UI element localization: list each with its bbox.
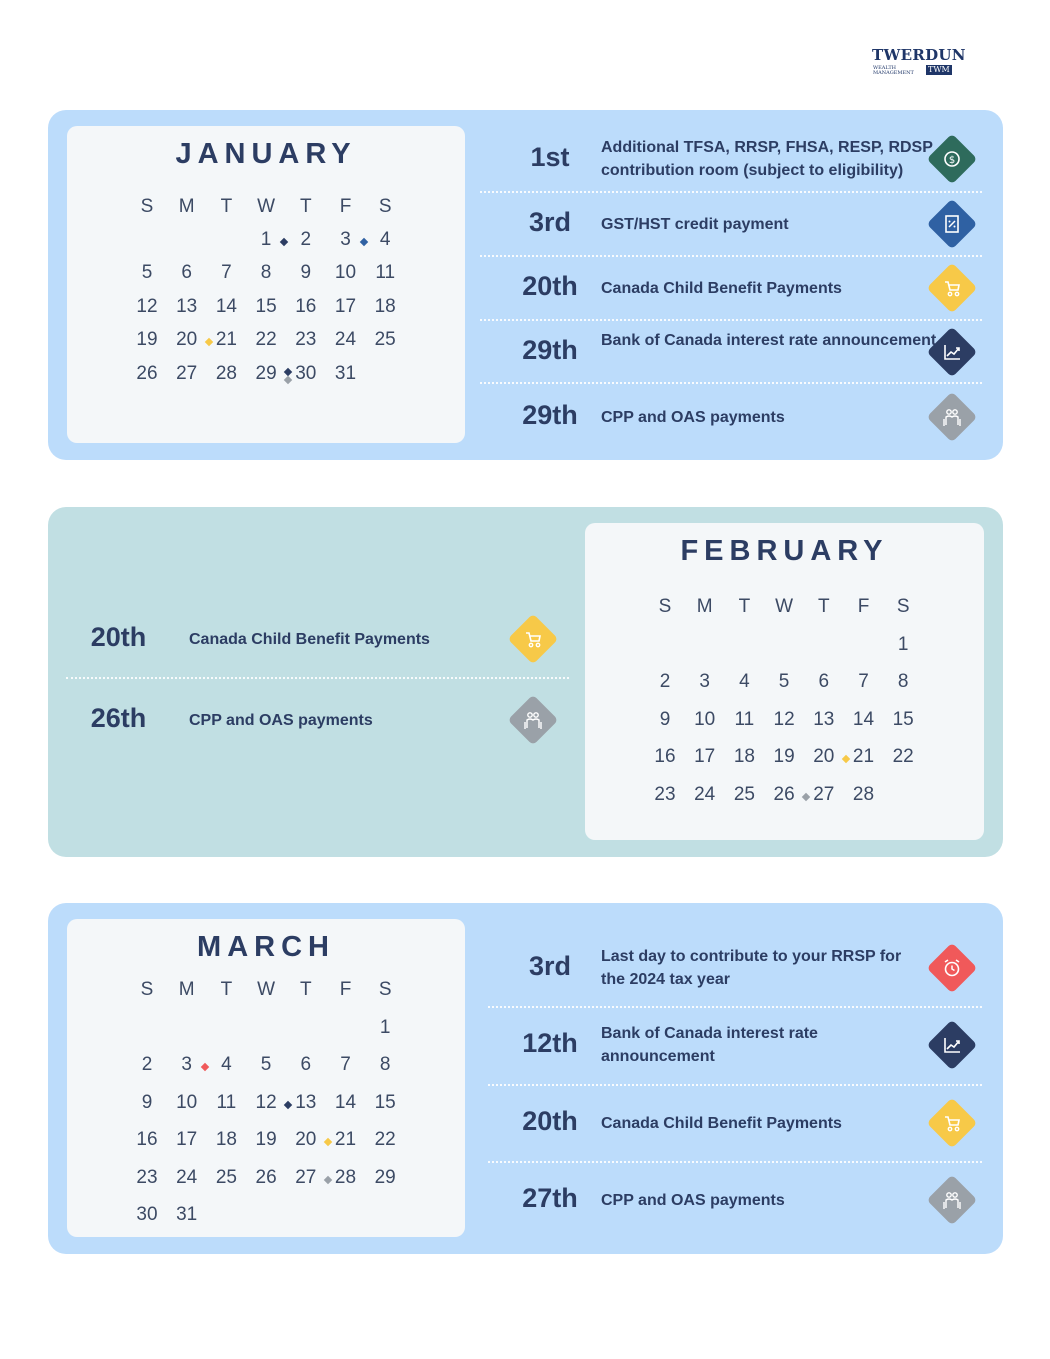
calendar-day: 28 [334,1166,357,1188]
event-divider [488,1006,982,1008]
calendar-day: 18 [215,1129,237,1150]
month-title: FEBRUARY [680,535,889,567]
weekday-header: S [140,196,154,217]
calendar-day: 9 [141,1091,153,1113]
calendar-day: 1 [260,228,272,250]
logo-sub-wealth: WEALTH [873,65,897,71]
calendar-day: 3 [340,228,351,250]
calendar-day: 23 [136,1166,158,1188]
alarm-clock-icon [927,943,978,994]
calendar-day: 8 [260,262,272,283]
event-date: 20th [522,1106,578,1136]
calendar-day: 8 [897,671,909,693]
calendar-day: 23 [295,329,317,350]
receipt-icon [927,199,978,250]
weekday-header: T [738,596,751,617]
calendar-day: 17 [694,746,716,768]
calendar-day: 15 [892,708,914,730]
company-logo [872,46,966,78]
calendar-day: 7 [858,671,869,693]
calendar-day: 29 [255,362,277,384]
weekday-header: T [220,979,233,1000]
calendar-day: 31 [176,1204,198,1225]
calendar-day: 1 [379,1016,391,1038]
calendar-day: 18 [374,295,396,317]
calendar-day: 19 [255,1129,277,1150]
event-description: Bank of Canada interest rate announcement [601,1025,818,1065]
calendar-day: 3 [699,671,710,693]
calendar-day: 7 [340,1054,351,1075]
calendar-day: 4 [739,671,750,693]
calendar-day: 20 [813,746,835,768]
event-description: CPP and OAS payments [601,409,785,426]
calendar-day: 20 [295,1129,317,1150]
weekday-header: M [696,596,713,617]
logo-mark: TWM [928,65,950,74]
calendar-day: 31 [334,362,357,384]
event-description: Canada Child Benefit Payments [189,631,430,648]
calendar-day: 16 [295,295,317,317]
calendar-day: 28 [852,784,875,805]
march-panel [48,903,1003,1254]
event-date: 27th [522,1183,578,1213]
calendar-day: 11 [734,708,755,730]
seniors-icon [927,1175,978,1226]
calendar-day: 12 [136,295,158,317]
calendar-day: 27 [813,784,835,805]
stroller-icon [927,1098,978,1149]
weekday-header: M [178,979,195,1000]
event-description: Bank of Canada interest rate announcement [601,332,937,349]
january-events [480,110,1003,460]
calendar-day: 1 [897,633,909,655]
weekday-header: T [299,979,312,1000]
event-description: Canada Child Benefit Payments [601,1115,842,1132]
calendar-day: 13 [176,295,198,317]
march-calendar [67,919,465,1237]
calendar-day: 30 [136,1204,158,1225]
calendar-day: 3 [181,1054,192,1075]
weekday-header: T [299,196,312,217]
calendar-day: 11 [216,1091,237,1113]
calendar-day: 11 [375,262,396,283]
event-description: Additional TFSA, RRSP, FHSA, RESP, RDSP contribution room (subject to eligibility) [601,139,933,179]
calendar-day: 17 [334,295,357,317]
event-description: CPP and OAS payments [189,712,373,729]
weekday-header: M [178,196,195,217]
stroller-icon [927,263,978,314]
calendar-day: 7 [221,262,232,283]
calendar-day: 4 [379,228,391,250]
calendar-day: 10 [176,1091,198,1113]
calendar-day: 30 [295,362,317,384]
january-calendar [67,126,465,443]
event-divider [66,677,569,679]
calendar-day: 12 [773,708,795,730]
event-date: 20th [522,271,578,301]
calendar-day: 10 [694,708,716,730]
event-date: 29th [522,400,578,430]
logo-subtitle [873,66,914,76]
january-panel [48,110,1003,460]
calendar-day: 24 [334,329,357,350]
seniors-icon [508,695,559,746]
calendar-day: 17 [176,1129,198,1150]
calendar-day: 21 [852,746,875,768]
calendar-day: 25 [215,1166,237,1188]
calendar-day: 25 [374,329,396,350]
event-date: 1st [530,142,570,172]
weekday-header: S [658,596,672,617]
event-description: CPP and OAS payments [601,1192,785,1209]
chart-up-icon [927,1020,978,1071]
event-date: 29th [522,335,578,365]
calendar-day: 21 [215,329,237,350]
weekday-header: W [257,196,276,217]
calendar-day: 6 [181,262,192,283]
calendar-day: 22 [374,1129,396,1150]
seniors-icon [927,392,978,443]
event-description: Canada Child Benefit Payments [601,280,842,297]
calendar-day: 19 [773,746,795,768]
february-calendar [585,523,984,840]
event-date: 3rd [528,207,572,237]
weekday-header: F [339,979,352,1000]
march-events [480,903,1003,1254]
event-date: 3rd [528,951,572,981]
event-divider [488,1084,982,1086]
weekday-header: W [775,596,794,617]
month-title: MARCH [197,931,335,963]
weekday-header: F [339,196,352,217]
calendar-day: 14 [852,708,875,730]
weekday-header: S [140,979,154,1000]
calendar-day: 13 [813,708,835,730]
calendar-day: 2 [659,671,671,693]
calendar-day: 26 [255,1166,277,1188]
calendar-day: 15 [255,295,277,317]
calendar-day: 23 [654,784,676,805]
calendar-day: 28 [215,362,237,384]
calendar-day: 26 [773,784,795,805]
calendar-day: 8 [379,1054,391,1075]
svg-text:$: $ [948,155,956,166]
calendar-day: 22 [255,329,277,350]
calendar-day: 20 [176,329,198,350]
event-description: GST/HST credit payment [601,216,789,233]
calendar-day: 9 [300,262,312,283]
calendar-day: 12 [255,1091,277,1113]
logo-name: TWERDUN [872,46,966,64]
event-divider [480,382,982,384]
calendar-day: 5 [778,671,790,693]
calendar-day: 15 [374,1091,396,1113]
event-divider [488,1161,982,1163]
calendar-day: 9 [659,708,671,730]
calendar-day: 5 [141,262,153,283]
calendar-day: 18 [733,746,755,768]
event-divider [480,255,982,257]
calendar-day: 5 [260,1054,272,1075]
month-title: JANUARY [175,138,357,170]
calendar-day: 16 [654,746,676,768]
calendar-day: 13 [295,1091,317,1113]
stroller-icon [508,614,559,665]
event-date: 12th [522,1028,578,1058]
weekday-header: W [257,979,276,1000]
event-date: 20th [90,622,147,652]
calendar-day: 6 [300,1054,312,1075]
calendar-day: 4 [221,1054,232,1075]
february-events [66,507,570,857]
calendar-day: 26 [136,362,158,384]
event-date: 26th [90,703,147,733]
calendar-day: 10 [334,262,357,283]
weekday-header: S [378,979,392,1000]
weekday-header: S [378,196,392,217]
calendar-day: 21 [334,1129,357,1150]
event-divider [480,191,982,193]
event-divider [480,319,982,321]
calendar-day: 16 [136,1129,158,1150]
weekday-header: F [857,596,870,617]
calendar-day: 2 [141,1054,153,1075]
calendar-day: 2 [300,228,312,250]
calendar-day: 22 [892,746,914,768]
calendar-day: 6 [818,671,830,693]
february-panel [48,507,1003,857]
calendar-day: 24 [694,784,716,805]
weekday-header: T [817,596,830,617]
calendar-day: 19 [136,329,158,350]
calendar-day: 14 [334,1091,357,1113]
calendar-day: 27 [176,362,198,384]
logo-sub-management: MANAGEMENT [873,70,914,76]
event-description: Last day to contribute to your RRSP for the 2024 tax year [601,948,902,988]
calendar-day: 27 [295,1166,317,1188]
weekday-header: T [220,196,233,217]
calendar-day: 24 [176,1166,198,1188]
calendar-day: 25 [733,784,755,805]
calendar-day: 29 [374,1166,396,1188]
weekday-header: S [896,596,910,617]
calendar-day: 14 [215,295,237,317]
